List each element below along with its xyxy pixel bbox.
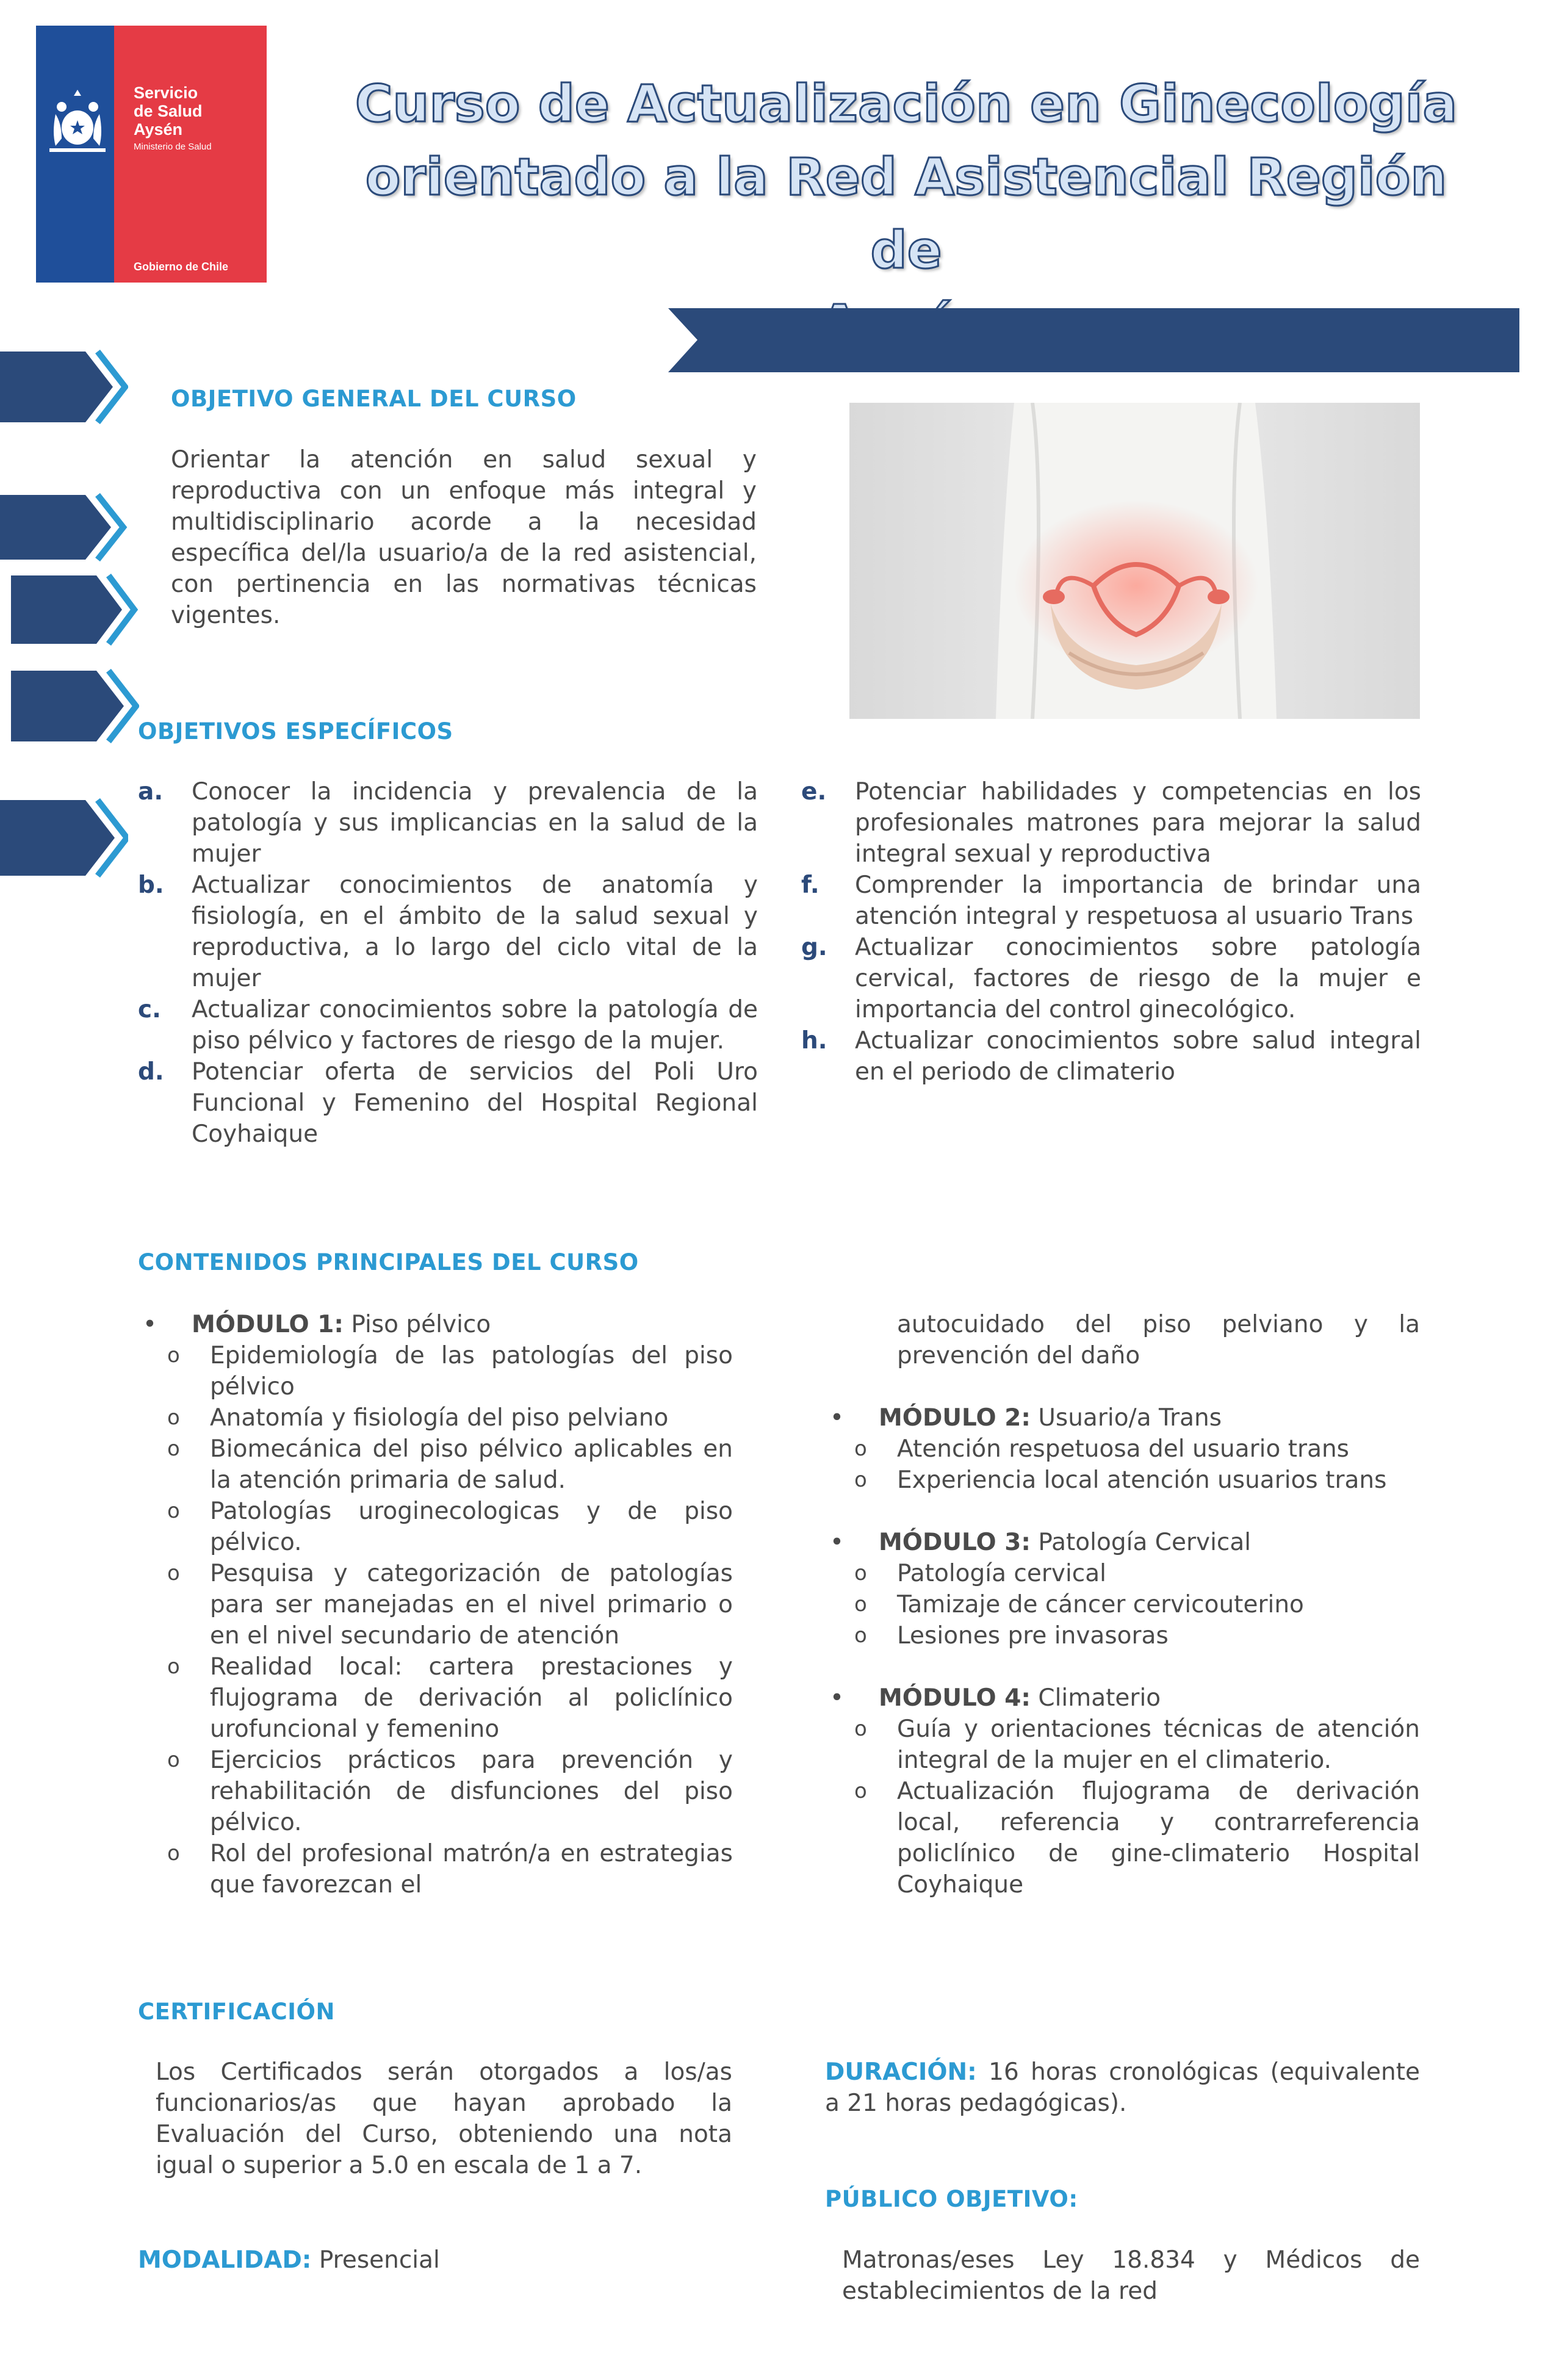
list-item: o Guía y orientaciones técnicas de atención integral de la mujer en el climaterio. — [854, 1715, 1420, 1774]
list-item: o Atención respetuosa del usuario trans — [854, 1435, 1349, 1463]
modulo-3-items — [825, 1558, 1420, 1651]
list-item-text: Conocer la incidencia y prevalencia de la patología y sus implicancias en la salud de la mujer — [192, 778, 758, 868]
logo-line1: Servicio — [134, 84, 198, 102]
list-item-text: Potenciar habilidades y competencias en los profesionales matrones para mejorar la salud integral sexual y reproductiva — [855, 778, 1421, 868]
bullet-icon: • — [830, 1529, 845, 1556]
modalidad-text: Presencial — [319, 2246, 440, 2274]
logo-red-band — [114, 26, 267, 283]
list-item-text: Actualizar conocimientos sobre patología cervical, factores de riesgo de la mujer e importancia del control ginecológico. — [855, 934, 1421, 1023]
header-banner — [668, 308, 1519, 372]
list-item-text: Guía y orientaciones técnicas de atención integral de la mujer en el climaterio. — [897, 1715, 1420, 1774]
list-letter: e. — [801, 778, 827, 806]
list-letter: g. — [801, 934, 827, 961]
list-letter: b. — [138, 871, 164, 899]
modulo-name: Climaterio — [1038, 1684, 1161, 1712]
list-item-text: Biomecánica del piso pélvico aplicables en la atención primaria de salud. — [210, 1435, 733, 1494]
modulo-1-continuation: autocuidado del piso pelviano y la prevención del daño — [897, 1311, 1420, 1369]
list-item — [138, 870, 758, 994]
list-item-text: Actualizar conocimientos sobre la patología de piso pélvico y factores de riesgo de la mujer. — [192, 996, 758, 1055]
modulo-4 — [825, 1682, 1420, 1900]
modulo-1 — [138, 1309, 733, 1900]
certificacion-text: Los Certificados serán otorgados a los/as funcionarios/as que hayan aprobado la Evaluación del Curso, obteniendo una nota igual o superior a 5.0 en escala de 1 a 7. — [156, 2058, 732, 2179]
chevron-bar-5 — [0, 798, 128, 878]
list-item-text: Pesquisa y categorización de patologías para ser manejadas en el nivel primario o en el nivel secundario de atención — [210, 1560, 733, 1650]
logo-line3: Aysén — [134, 120, 183, 139]
list-item-text: Realidad local: cartera prestaciones y flujograma de derivación al policlínico urofuncional y femenino — [210, 1653, 733, 1743]
list-item: o Epidemiología de las patologías del piso pélvico — [167, 1342, 733, 1401]
modulo-heading — [825, 1527, 1420, 1558]
modulo-name: Patología Cervical — [1038, 1529, 1252, 1556]
reproductive-health-photo — [849, 403, 1420, 719]
list-item-text: Epidemiología de las patologías del piso pélvico — [210, 1342, 733, 1401]
list-item-text: Ejercicios prácticos para prevención y rehabilitación de disfunciones del piso pélvico. — [210, 1747, 733, 1836]
bullet-icon: • — [830, 1404, 845, 1432]
duracion-label: DURACIÓN: — [825, 2058, 977, 2086]
contenidos-heading: CONTENIDOS PRINCIPALES DEL CURSO — [138, 1249, 639, 1275]
list-item — [801, 870, 1421, 932]
logo-ministry: Ministerio de Salud — [134, 142, 212, 152]
list-item: o Anatomía y fisiología del piso pelviano — [167, 1404, 669, 1432]
list-item: o Experiencia local atención usuarios trans — [854, 1466, 1387, 1494]
chevron-bar-4 — [11, 669, 139, 743]
list-letter: c. — [138, 996, 161, 1023]
modalidad-label: MODALIDAD: — [138, 2246, 312, 2274]
list-item — [801, 776, 1421, 870]
list-item-text: Atención respetuosa del usuario trans — [897, 1435, 1349, 1463]
woman-uterus-illustration — [849, 403, 1420, 719]
list-item: o Pesquisa y categorización de patologías para ser manejadas en el nivel primario o en el nivel secundario de atención — [167, 1560, 733, 1650]
objetivos-especificos-heading: OBJETIVOS ESPECÍFICOS — [138, 718, 453, 745]
list-item — [801, 932, 1421, 1025]
duracion-text: 16 horas cronológicas (equivalente a 21 horas pedagógicas). — [825, 2058, 1420, 2117]
publico-objetivo-heading: PÚBLICO OBJETIVO: — [825, 2186, 1078, 2212]
modulo-3 — [825, 1527, 1420, 1651]
bullet-icon: • — [143, 1311, 157, 1338]
modulo-heading — [138, 1309, 733, 1340]
list-item — [138, 994, 758, 1056]
duracion-block — [825, 2057, 1420, 2119]
list-item: o Actualización flujograma de derivación local, referencia y contrarreferencia policlínico de gine-climaterio Hospital Coyhaique — [854, 1778, 1420, 1899]
logo-line2: de Salud — [134, 102, 203, 120]
list-item: o Lesiones pre invasoras — [854, 1622, 1169, 1650]
modulo-name: Piso pélvico — [351, 1311, 491, 1338]
list-letter: a. — [138, 778, 164, 806]
modulo-label: MÓDULO 1: — [192, 1311, 344, 1338]
list-item-text: Tamizaje de cáncer cervicouterino — [897, 1591, 1304, 1618]
objetivo-general-heading: OBJETIVO GENERAL DEL CURSO — [171, 386, 577, 412]
modulo-label: MÓDULO 2: — [879, 1404, 1031, 1432]
modulo-name: Usuario/a Trans — [1038, 1404, 1222, 1432]
list-item-text: Actualizar conocimientos sobre salud integral en el periodo de climaterio — [855, 1027, 1421, 1086]
modulo-4-items — [825, 1714, 1420, 1900]
objetivos-list-right — [801, 776, 1421, 1087]
modulo-heading — [825, 1682, 1420, 1714]
modalidad-block — [138, 2245, 718, 2276]
list-item-text: Actualizar conocimientos de anatomía y fisiología, en el ámbito de la salud sexual y reproductiva, a lo largo del ciclo vital de la mujer — [192, 871, 758, 992]
list-item — [138, 776, 758, 870]
list-item-text: Lesiones pre invasoras — [897, 1622, 1169, 1650]
list-letter: d. — [138, 1058, 164, 1086]
list-item — [138, 1056, 758, 1150]
list-item-text: Anatomía y fisiología del piso pelviano — [210, 1404, 669, 1432]
objetivo-general-text: Orientar la atención en salud sexual y reproductiva con un enfoque más integral y multidisciplinario acorde a la necesidad específica del/la usuario/a de la red asistencial, con pertinencia en las normativas técnicas vigentes. — [171, 446, 757, 629]
list-letter: h. — [801, 1027, 827, 1055]
servicio-salud-logo — [36, 26, 267, 283]
objetivos-list-left — [138, 776, 758, 1150]
title-line2: orientado a la Red Asistencial Región de — [365, 147, 1447, 280]
chevron-bar-3 — [11, 574, 139, 646]
certificacion-heading: CERTIFICACIÓN — [138, 1999, 335, 2025]
list-item-text: Patologías uroginecologicas y de piso pélvico. — [210, 1498, 733, 1556]
title-line1: Curso de Actualización en Ginecología — [355, 74, 1458, 134]
publico-objetivo-text: Matronas/eses Ley 18.834 y Médicos de establecimientos de la red — [842, 2246, 1420, 2305]
list-item: o Rol del profesional matrón/a en estrategias que favorezcan el — [167, 1840, 733, 1899]
modulo-1-items — [138, 1340, 733, 1900]
modulo-label: MÓDULO 4: — [879, 1684, 1031, 1712]
list-item: o Patologías uroginecologicas y de piso pélvico. — [167, 1498, 733, 1556]
list-item: o Biomecánica del piso pélvico aplicables en la atención primaria de salud. — [167, 1435, 733, 1494]
bullet-icon: • — [830, 1684, 845, 1712]
modulo-2-items — [825, 1433, 1420, 1496]
list-item-text: Actualización flujograma de derivación local, referencia y contrarreferencia policlínico de gine-climaterio Hospital Coyhaique — [897, 1778, 1420, 1899]
logo-government: Gobierno de Chile — [134, 261, 229, 273]
list-item — [801, 1025, 1421, 1087]
list-item: o Tamizaje de cáncer cervicouterino — [854, 1591, 1304, 1618]
list-letter: f. — [801, 871, 819, 899]
modulo-heading — [825, 1402, 1420, 1433]
modulo-2 — [825, 1402, 1420, 1496]
modulo-label: MÓDULO 3: — [879, 1529, 1031, 1556]
list-item-text: Potenciar oferta de servicios del Poli Uro Funcional y Femenino del Hospital Regional Coyhaique — [192, 1058, 758, 1148]
list-item: o Patología cervical — [854, 1560, 1106, 1587]
list-item: o Ejercicios prácticos para prevención y rehabilitación de disfunciones del piso pélvico. — [167, 1747, 733, 1836]
list-item-text: Patología cervical — [897, 1560, 1106, 1587]
contenidos-right-column — [825, 1309, 1420, 1900]
list-item: o Realidad local: cartera prestaciones y flujograma de derivación al policlínico urofuncional y femenino — [167, 1653, 733, 1743]
list-item-text: Experiencia local atención usuarios trans — [897, 1466, 1387, 1494]
chevron-bar-1 — [0, 350, 128, 424]
list-item-text: Rol del profesional matrón/a en estrategias que favorezcan el — [210, 1840, 733, 1899]
list-item-text: Comprender la importancia de brindar una atención integral y respetuosa al usuario Trans — [855, 871, 1421, 930]
coat-of-arms-icon — [43, 90, 112, 157]
chevron-bar-2 — [0, 493, 128, 561]
